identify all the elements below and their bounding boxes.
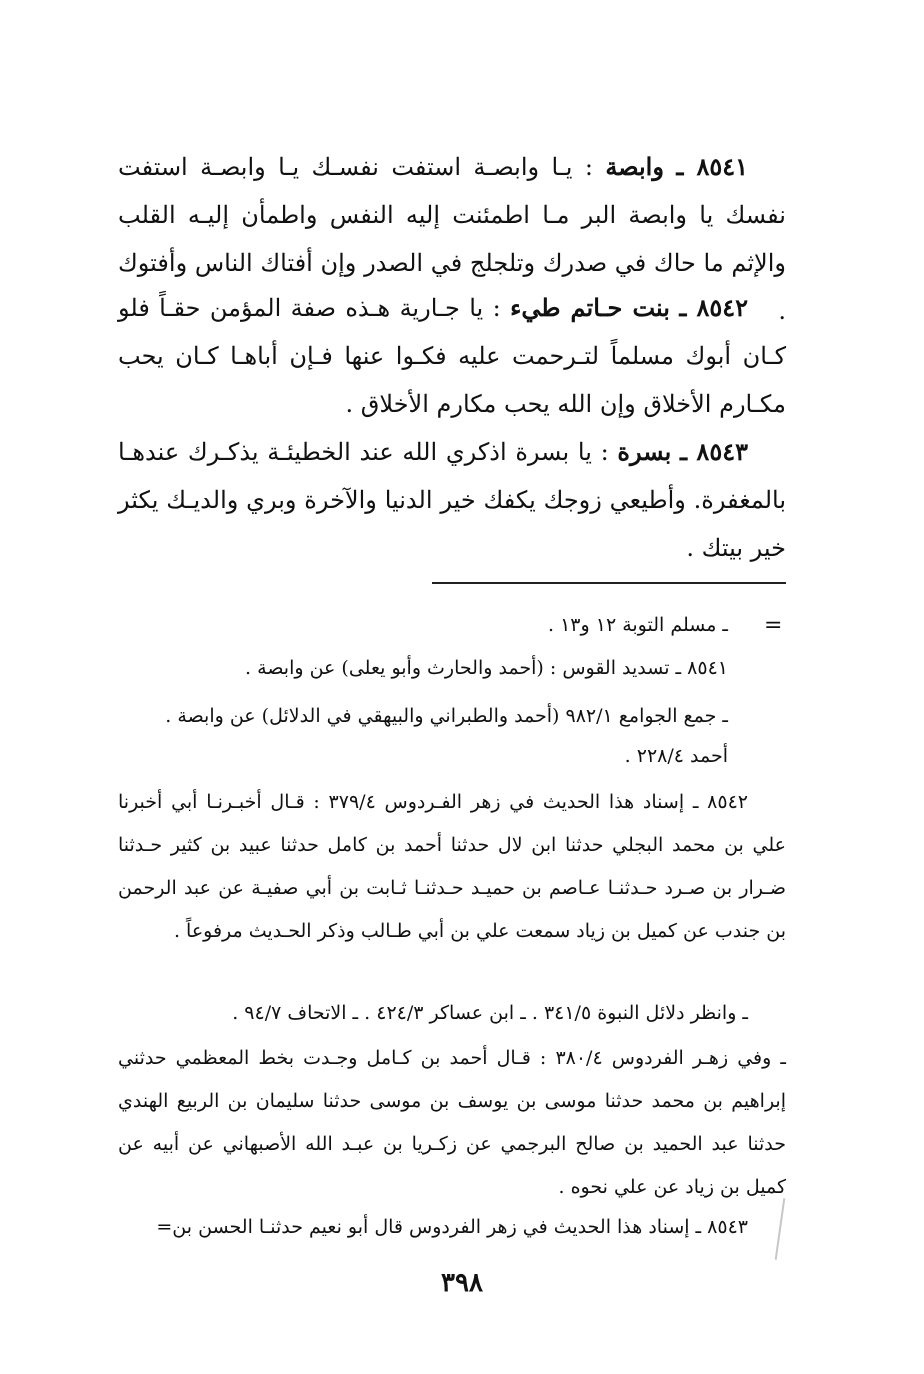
- footnote-separator: [432, 582, 786, 584]
- entry-number: ٨٥٤٣ ـ: [679, 437, 748, 466]
- continuation-mark-start: =: [764, 613, 783, 638]
- entry-text: : يا جـارية هـذه صفة المؤمن حقـاً فلو كـان أبوك مسلماً لتـرحمت عليه فكـوا عنها فـإن أباهـا كـان يحب مكـارم الأخلاق وإن الله يحب مكارم الأخلاق .: [118, 294, 786, 418]
- hadith-entry-8542: [118, 284, 786, 428]
- footnote-paragraph-8542: ٨٥٤٢ ـ إسناد هذا الحديث في زهر الفـردوس ٣٧٩/٤ : قـال أخبـرنـا أبي أخبرنا علي بن محمد البجلي حدثنا ابن لال حدثنا أحمد بن كامل حدثنا عبيد بن كثير حـدثنا ضـرار بن صـرد حـدثنـا عـاصم بن حميـد حـدثنـا ثـابت بن أبي صفيـة عن عبد الرحمن بن جندب عن كميل بن زياد سمعت علي بن أبي طـالب وذكر الحـديث مرفوعاً .: [118, 791, 786, 942]
- page-number: ٣٩٨: [441, 1268, 483, 1298]
- entry-text: : يـا وابصـة استفت نفسـك يـا وابصـة استفت نفسك يا وابصة البر مـا اطمئنت إليه النفس واطمأن إليـه القلب والإثم ما حاك في صدرك وتلجلج في الصدر وإن أفتاك الناس وأفتوك .: [118, 153, 786, 325]
- footnote-line-1: ـ مسلم التوبة ١٢ و١٣ .: [548, 614, 728, 636]
- entry-text: : يا بسرة اذكري الله عند الخطيئـة يذكـرك عندهـا بالمغفرة. وأطيعي زوجك يكفك خير الدنيا والآخرة وبري والديـك يكثر خير بيتك .: [118, 438, 787, 562]
- footnote-paragraph-8543: ٨٥٤٣ ـ إسناد هذا الحديث في زهر الفردوس قال أبو نعيم حدثنـا الحسن بن=: [156, 1216, 748, 1238]
- narrator-name: بنت حـاتم طيء: [510, 293, 670, 322]
- narrator-name: وابصة: [605, 152, 664, 181]
- footnote-references: ـ وانظر دلائل النبوة ٣٤١/٥ . ـ ابن عساكر ٤٢٤/٣ . ـ الاتحاف ٩٤/٧ .: [232, 1002, 748, 1024]
- footnote-line-3: ـ جمع الجوامع ٩٨٢/١ (أحمد والطبراني والبيهقي في الدلائل) عن وابصة .: [165, 705, 728, 727]
- footnote-paragraph-zahr: ـ وفي زهـر الفردوس ٣٨٠/٤ : قـال أحمد بن كـامل وجـدت بخط المعظمي حدثني إبراهيم بن محمد حدثنا موسى بن يوسف بن موسى حدثنا سليمان بن الربيع الهندي حدثنا عبد الحميد بن صالح البرجمي عن زكـريا بن عبـد الله الأصبهاني عن أبيه عن كميل بن زياد عن علي نحوه .: [118, 1047, 786, 1198]
- narrator-name: بسرة: [617, 437, 672, 466]
- footnote-line-4: أحمد ٢٢٨/٤ .: [624, 745, 728, 767]
- hadith-entry-8543: [118, 428, 786, 572]
- footnote-line-2: ٨٥٤١ ـ تسديد القوس : (أحمد والحارث وأبو يعلى) عن وابصة .: [245, 657, 728, 679]
- entry-number: ٨٥٤١ ـ: [676, 152, 748, 181]
- entry-number: ٨٥٤٢ ـ: [679, 293, 749, 322]
